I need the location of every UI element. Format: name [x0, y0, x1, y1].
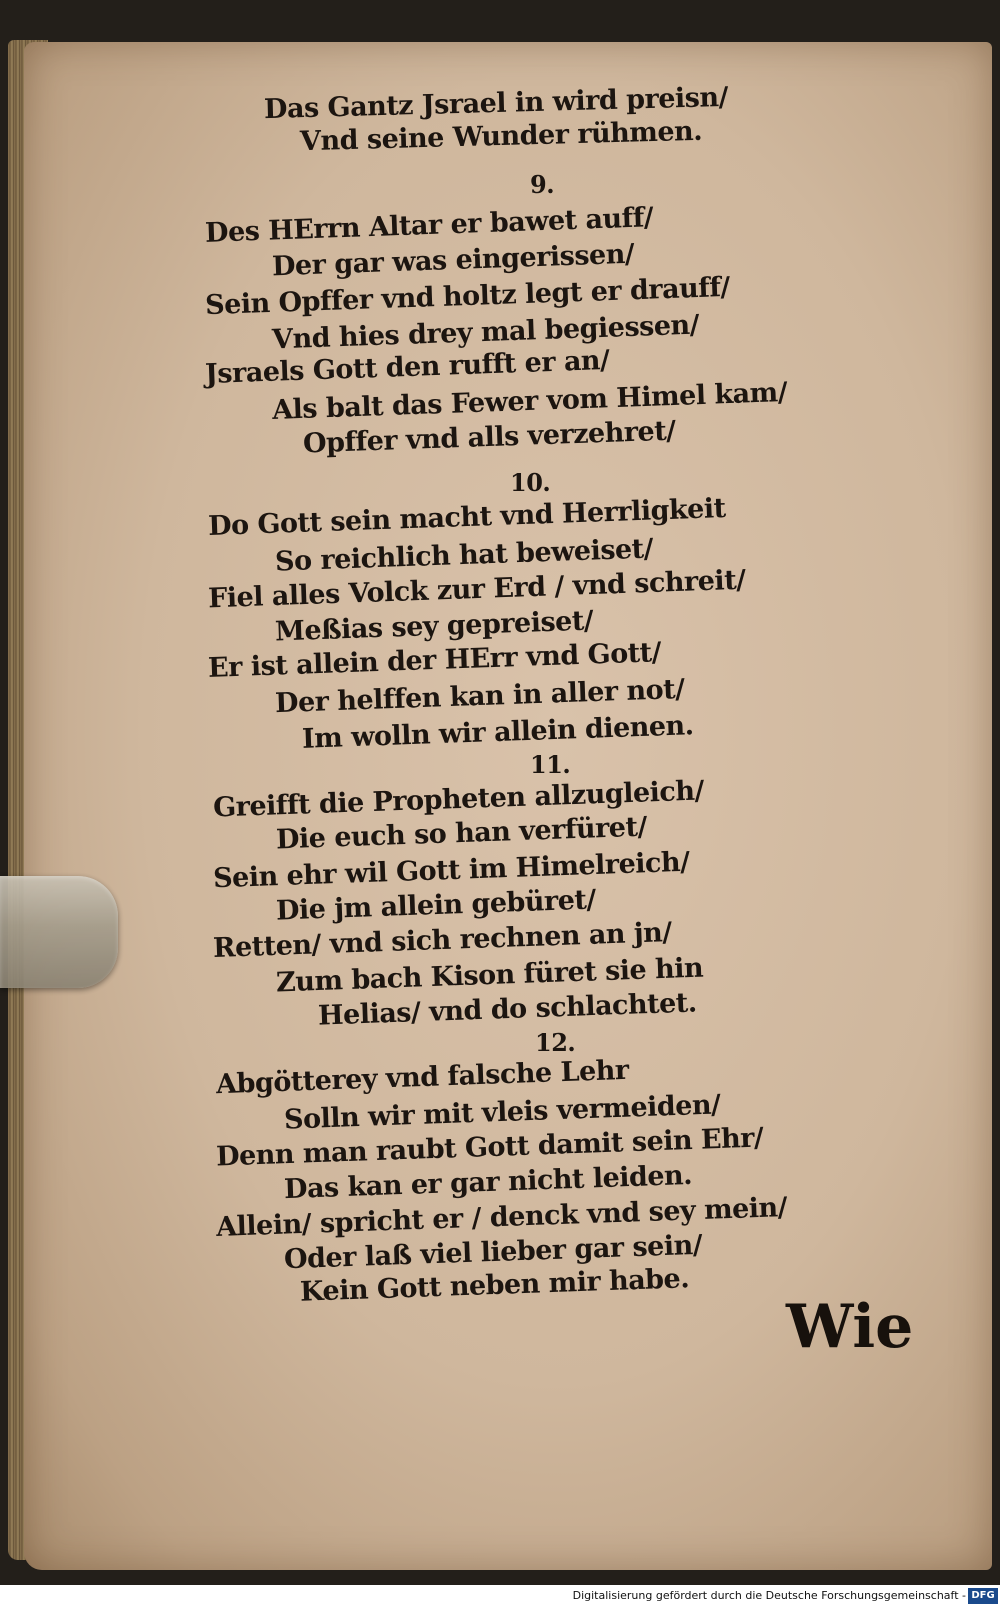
- verse-line: Im wolln wir allein dienen.: [301, 710, 695, 755]
- verse-line: Er ist allein der HErr vnd Gott/: [207, 637, 662, 684]
- stanza-number: 12.: [535, 1028, 576, 1057]
- verse-line: Retten/ vnd sich rechnen an jn/: [212, 917, 673, 964]
- verse-line: Fiel alles Volck zur Erd / vnd schreit/: [207, 564, 747, 615]
- verse-line: So reichlich hat beweiset/: [274, 533, 654, 578]
- verse-line: Vnd seine Wunder rühmen.: [299, 115, 703, 158]
- verse-line: Oder laß viel lieber gar sein/: [283, 1229, 703, 1276]
- verse-line: Der gar was eingerissen/: [271, 238, 635, 283]
- stanza-number: 9.: [530, 170, 555, 199]
- verse-line: Allein/ spricht er / denck vnd sey mein/: [215, 1192, 788, 1243]
- stanza-number: 11.: [530, 750, 571, 779]
- book-clasp: [0, 876, 118, 988]
- verse-line: Solln wir mit vleis vermeiden/: [283, 1089, 721, 1136]
- verse-line: Vnd hies drey mal begiessen/: [271, 309, 700, 356]
- verse-line: Des HErrn Altar er bawet auff/: [204, 202, 654, 249]
- dfg-logo-icon: DFG: [968, 1588, 998, 1604]
- verse-line: Als balt das Fewer vom Himel kam/: [271, 377, 788, 426]
- footer-credit: Digitalisierung gefördert durch die Deutsche Forschungsgemeinschaft -: [572, 1589, 966, 1602]
- verse-line: Abgötterey vnd falsche Lehr: [215, 1054, 630, 1101]
- verse-line: Die euch so han verfüret/: [275, 811, 648, 856]
- verse-line: Greifft die Propheten allzugleich/: [212, 775, 705, 824]
- verse-line: Do Gott sein macht vnd Herrligkeit: [207, 492, 727, 543]
- verse-line: Meßias sey gepreiset/: [274, 605, 594, 648]
- verse-line: Kein Gott neben mir habe.: [299, 1263, 690, 1308]
- catchword: Wie: [786, 1292, 914, 1362]
- verse-line: Die jm allein gebüret/: [275, 884, 597, 927]
- verse-line: Das kan er gar nicht leiden.: [283, 1159, 693, 1206]
- verse-line: Zum bach Kison füret sie hin: [275, 952, 704, 999]
- stanza-number: 10.: [510, 468, 551, 497]
- digitization-footer: [0, 1585, 1000, 1609]
- verse-line: Helias/ vnd do schlachtet.: [317, 987, 698, 1032]
- verse-line: Sein ehr wil Gott im Himelreich/: [212, 846, 690, 895]
- verse-line: Der helffen kan in aller not/: [274, 673, 685, 720]
- verse-line: Das Gantz Jsrael in wird preisn/: [263, 81, 729, 126]
- verse-line: Opffer vnd alls verzehret/: [302, 415, 677, 460]
- verse-line: Denn man raubt Gott damit sein Ehr/: [215, 1122, 764, 1173]
- verse-line: Sein Opffer vnd holtz legt er drauff/: [204, 271, 731, 322]
- verse-line: Jsraels Gott den rufft er an/: [204, 344, 610, 391]
